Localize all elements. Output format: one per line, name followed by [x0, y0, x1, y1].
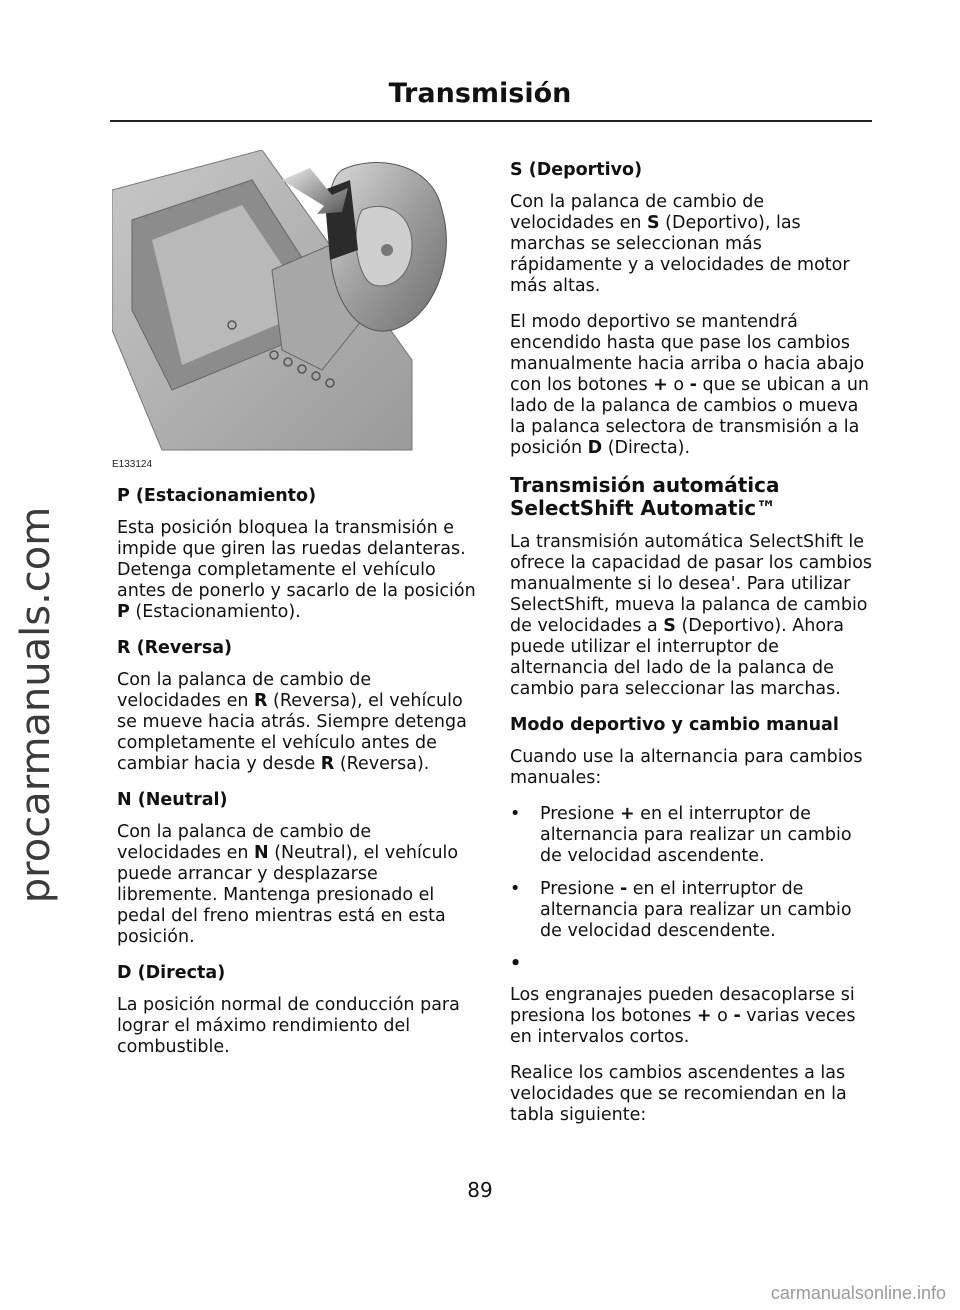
section-heading-s: S (Deportivo) — [510, 160, 643, 180]
footer-watermark: carmanualsonline.info — [770, 1283, 946, 1303]
section-heading-n: N (Neutral) — [117, 790, 228, 810]
page-title: Transmisión — [388, 78, 572, 109]
gear-shifter-illustration — [112, 150, 474, 455]
paragraph-n: Con la palanca de cambio de velocidades en N (Neutral), el vehículo puede arrancar y desplazarse libremente. Mantenga presionado el pedal del freno mientras está en esta posición. — [117, 822, 459, 947]
side-watermark: procarmanuals.com — [13, 506, 59, 904]
bullet-upshift: • Presione + en el interruptor de alternancia para realizar un cambio de velocidad ascendente. — [510, 804, 852, 866]
header-divider — [110, 120, 872, 122]
paragraph-r: Con la palanca de cambio de velocidades en R (Reversa), el vehículo se mueve hacia atrás. Siempre detenga completamente el vehículo antes de cambiar hacia y desde R (Reversa). — [117, 670, 467, 774]
paragraph-selectshift: La transmisión automática SelectShift le ofrece la capacidad de pasar los cambios manualmente si lo desea'. Para utilizar SelectShift, mueva la palanca de cambio de velocidades a S (Deportivo). Ahora puede utilizar el interruptor de alternancia del lado de la palanca de cambio para seleccionar las marchas. — [510, 532, 873, 699]
paragraph-gears: Los engranajes pueden desacoplarse si presiona los botones + o - varias veces en intervalos cortos. — [510, 985, 856, 1047]
section-heading-d: D (Directa) — [117, 963, 226, 983]
paragraph-d: La posición normal de conducción para lograr el máximo rendimiento del combustible. — [117, 995, 460, 1057]
bullet-downshift: • Presione - en el interruptor de alternancia para realizar un cambio de velocidad descendente. — [510, 879, 852, 941]
section-heading-p: P (Estacionamiento) — [117, 486, 317, 506]
page-number: 89 — [467, 1178, 493, 1202]
paragraph-s: Con la palanca de cambio de velocidades en S (Deportivo), las marchas se seleccionan más rápidamente y a velocidades de motor más altas. — [510, 192, 850, 296]
section-heading-r: R (Reversa) — [117, 638, 233, 658]
right-column — [510, 160, 872, 1141]
note-bullet: • — [510, 954, 522, 974]
section-heading-selectshift: Transmisión automática SelectShift Automatic™ — [510, 473, 780, 520]
figure-code: E133124 — [112, 459, 153, 470]
paragraph-manual-intro: Cuando use la alternancia para cambios manuales: — [510, 747, 863, 788]
left-column — [117, 486, 479, 1073]
paragraph-sport-mode: El modo deportivo se mantendrá encendido hasta que pase los cambios manualmente hacia arriba o hacia abajo con los botones + o - que se ubican a un lado de la palanca de cambios o mueva la palanca selectora de transmisión a la posición D (Directa). — [510, 312, 870, 458]
paragraph-p: Esta posición bloquea la transmisión e impide que giren las ruedas delanteras. Detenga completamente el vehículo antes de ponerlo y sacarlo de la posición P (Estacionamiento). — [117, 518, 476, 622]
section-heading-manual: Modo deportivo y cambio manual — [510, 715, 839, 735]
gear-shifter-figure — [112, 150, 474, 470]
paragraph-final: Realice los cambios ascendentes a las velocidades que se recomiendan en la tabla siguiente: — [510, 1063, 847, 1125]
